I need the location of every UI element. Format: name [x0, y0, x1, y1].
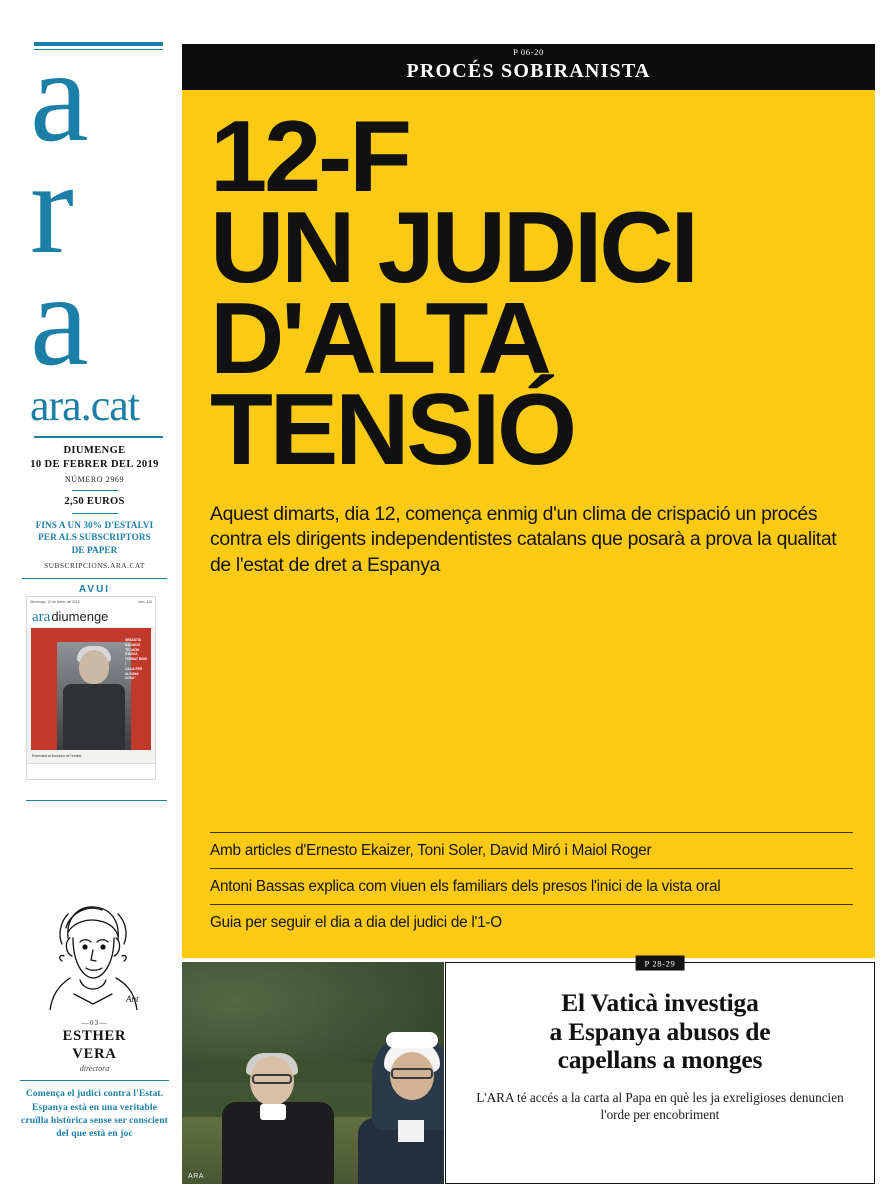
masthead-rule-under-logo [34, 436, 163, 438]
issue-date-line2: 10 DE FEBRER DEL 2019 [30, 459, 159, 471]
section-banner [182, 44, 875, 90]
secondary-headline [464, 989, 856, 1075]
lead-page-reference: P 06-20 [503, 44, 554, 59]
supplement-caption: Entrevista al fundador de l'entitat [32, 754, 82, 758]
photo-priest-figure [220, 1056, 340, 1184]
priest-collar [260, 1104, 286, 1120]
promo-line-1: FINS A UN 30% D'ESTALVI [35, 520, 154, 531]
today-label: AVUI [78, 583, 111, 595]
lead-headline [210, 101, 866, 486]
supplement-cover-text [125, 638, 147, 681]
nun-bib [398, 1120, 424, 1142]
main-column [182, 0, 893, 1200]
supplement-logo-ara: ara [32, 609, 51, 625]
meta-divider-3 [22, 578, 167, 579]
lead-teaser-item[interactable]: Guia per seguir el dia a dia del judici de l'1-O [210, 904, 853, 940]
headline-line-3: D'ALTA [210, 282, 549, 395]
logo-letter-a1: a [30, 22, 87, 169]
secondary-headline-line-1: El Vaticà investiga [561, 988, 759, 1017]
logo-domain[interactable]: ara.cat [30, 381, 139, 430]
lead-teaser-item[interactable]: Amb articles d'Ernesto Ekaizer, Toni Soler, David Miró i Maiol Roger [210, 832, 853, 868]
secondary-story[interactable] [182, 958, 875, 1184]
supplement-cover-line-5: COSA" [125, 676, 136, 681]
secondary-story-text [445, 958, 875, 1184]
meta-divider-1 [72, 490, 118, 491]
meta-divider-2 [72, 513, 118, 514]
supplement-cover-line-4: CALIA FER ALGUNA [125, 666, 142, 676]
columnist-block [20, 1018, 169, 1140]
supplement-cover-thumbnail[interactable] [26, 596, 156, 780]
issue-date-line1: DIUMENGE [63, 445, 126, 456]
supplement-portrait-face [79, 650, 109, 684]
svg-text:Ant: Ant [126, 994, 139, 1004]
issue-price: 2,50 EUROS [64, 496, 125, 508]
lead-story-panel[interactable] [182, 90, 875, 958]
supplement-cover-line-3: TORNAT BOIG I [125, 657, 148, 666]
columnist-name-line2: VERA [72, 1045, 117, 1062]
promo-line-3: DE PAPER [71, 544, 118, 555]
secondary-page-reference: P 28-29 [636, 956, 685, 971]
supplement-cover-image [31, 628, 151, 750]
logo-letter-r: r [30, 134, 72, 281]
priest-glasses-icon [252, 1074, 292, 1084]
section-title: PROCÉS SOBIRANISTA [406, 60, 651, 82]
headline-line-2: UN JUDICI [210, 191, 696, 304]
masthead-column [0, 0, 182, 1200]
columnist-role: directora [79, 1064, 110, 1074]
secondary-subheadline: L'ARA té accés a la carta al Papa en què les ja exreligioses denuncien l'orde per encobriment [476, 1089, 844, 1123]
masthead-meta [22, 444, 167, 595]
ara-logo[interactable] [30, 22, 170, 430]
issue-number: NÚMERO 2969 [64, 475, 125, 485]
columnist-name-line1: ESTHER [62, 1028, 127, 1044]
supplement-cover-line-2: "EL MÓN S'HAVIA [125, 647, 139, 657]
columnist-divider [26, 800, 167, 801]
nun-headband [386, 1032, 438, 1048]
nun-glasses-icon [391, 1068, 433, 1079]
columnist-portrait [40, 898, 144, 1010]
supplement-header [27, 597, 155, 607]
secondary-headline-line-2: a Espanya abusos de [549, 1016, 771, 1046]
columnist-teaser-text[interactable]: Comença el judici contra l'Estat. Espanya està en una veritable cruïlla històrica sense ser conscient del que està en joc [21, 1088, 168, 1140]
supplement-date: Diumenge, 10 de febrer del 2019 [30, 600, 80, 604]
photo-credit: ARA [188, 1173, 205, 1180]
supplement-cover-line-1: SALVADÓ [125, 642, 141, 647]
supplement-portrait [57, 642, 131, 750]
supplement-footer-strip [27, 763, 155, 779]
supplement-portrait-body [63, 684, 125, 750]
logo-letter-a2: a [30, 246, 87, 393]
columnist-text-divider [20, 1080, 169, 1081]
headline-line-4: TENSIÓ [210, 373, 574, 486]
lead-subheadline: Aquest dimarts, dia 12, comença enmig d'un clima de crispació un procés contra els dirigents independentistes catalans que posarà a prova la qualitat de l'estat de dret a Espanya [210, 502, 837, 576]
supplement-logo-diumenge: diumenge [51, 609, 109, 624]
headline-line-1: 12-F [210, 101, 409, 213]
secondary-story-photo [182, 962, 445, 1184]
supplement-number: núm. 340 [137, 600, 152, 604]
photo-nun-figure [350, 1034, 445, 1184]
supplement-cover-line-0: SEBASTIÀ [125, 638, 142, 642]
subscriptions-url[interactable]: SUBSCRIPCIONS.ARA.CAT [44, 560, 145, 570]
promo-line-2: PER ALS SUBSCRIPTORS [38, 532, 151, 543]
secondary-headline-line-3: capellans a monges [557, 1045, 763, 1075]
lead-teaser-item[interactable]: Antoni Bassas explica com viuen els familiars dels presos l'inici de la vista oral [210, 868, 853, 904]
supplement-logo [27, 607, 155, 627]
lead-teaser-list [210, 832, 853, 940]
columnist-page-number: —03— [81, 1018, 108, 1027]
